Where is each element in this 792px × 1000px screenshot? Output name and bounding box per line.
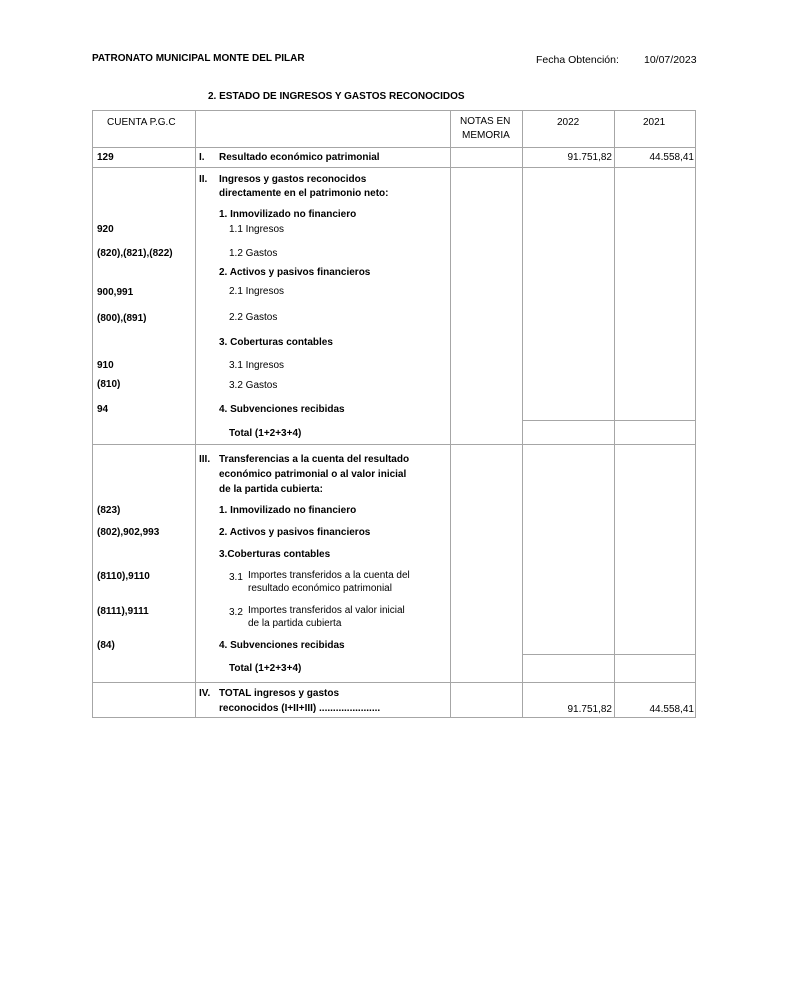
s2-numeral: II. [199,174,208,185]
s2-account-3-1: 910 [97,360,114,371]
s3-label-3-1-line1: Importes transferidos a la cuenta del [248,570,410,581]
s3-heading-line3: de la partida cubierta: [219,484,323,495]
s4-value-2022: 91.751,82 [567,704,612,715]
column-divider [195,110,196,718]
s2-account-2-2: (800),(891) [97,313,147,324]
header-year-2021: 2021 [643,117,666,128]
s2-label-3-2: 3.2 Gastos [229,380,278,391]
s3-group-1: 1. Inmovilizado no financiero [219,505,357,516]
s2-account-2-1: 900,991 [97,287,134,298]
s2-total: Total (1+2+3+4) [229,428,302,439]
s2-account-3-2: (810) [97,379,121,390]
statement-title: 2. ESTADO DE INGRESOS Y GASTOS RECONOCIDOS [208,91,465,102]
table-divider [522,420,696,421]
s4-numeral: IV. [199,688,211,699]
s3-label-3-1-line2: resultado económico patrimonial [248,583,392,594]
s3-account-3-1: (8110),9110 [97,571,150,582]
table-border-right [695,110,696,718]
table-divider [92,167,696,168]
table-divider [92,147,696,148]
s2-label-2-1: 2.1 Ingresos [229,286,285,297]
s4-label-line2: reconocidos (I+II+III) ...................... [219,703,381,714]
table-border-top [92,110,696,111]
s2-label-3-1: 3.1 Ingresos [229,360,285,371]
s2-account-1-1: 920 [97,224,114,235]
s3-heading-line2: económico patrimonial o al valor inicial [219,469,407,480]
date-label: Fecha Obtención: [536,54,619,66]
header-notas-line1: NOTAS EN [460,116,511,127]
date-value: 10/07/2023 [644,54,697,66]
header-year-2022: 2022 [557,117,580,128]
table-border-bottom [92,717,696,718]
s2-label-2-2: 2.2 Gastos [229,312,278,323]
s3-account-3-2: (8111),9111 [97,606,149,617]
s3-group-3: 3.Coberturas contables [219,549,331,560]
s3-numeral: III. [199,454,211,465]
s1-account: 129 [97,152,114,163]
s4-value-2021: 44.558,41 [649,704,694,715]
s1-numeral: I. [199,152,205,163]
s2-group-2: 2. Activos y pasivos financieros [219,267,371,278]
organization-name: PATRONATO MUNICIPAL MONTE DEL PILAR [92,53,305,64]
header-cuenta: CUENTA P.G.C [107,117,176,128]
s3-group-4: 4. Subvenciones recibidas [219,640,345,651]
header-notas-line2: MEMORIA [462,130,510,141]
table-divider [522,654,696,655]
s2-label-1-2: 1.2 Gastos [229,248,278,259]
table-divider [92,444,696,445]
s2-heading-line2: directamente en el patrimonio neto: [219,188,389,199]
s3-group-2: 2. Activos y pasivos financieros [219,527,371,538]
s1-value-2021: 44.558,41 [649,152,694,163]
s3-account-2: (802),902,993 [97,527,160,538]
s3-heading-line1: Transferencias a la cuenta del resultado [219,454,410,465]
table-divider [92,682,696,683]
table-border-left [92,110,93,718]
s2-account-1-2: (820),(821),(822) [97,248,173,259]
s1-label: Resultado económico patrimonial [219,152,380,163]
s3-account-1: (823) [97,505,121,516]
s2-account-4: 94 [97,404,109,415]
column-divider [522,110,523,718]
s2-heading-line1: Ingresos y gastos reconocidos [219,174,367,185]
column-divider [614,110,615,718]
s3-label-3-2-line1: Importes transferidos al valor inicial [248,605,405,616]
s1-value-2022: 91.751,82 [567,152,612,163]
s3-total: Total (1+2+3+4) [229,663,302,674]
s2-group-4: 4. Subvenciones recibidas [219,404,345,415]
s3-account-4: (84) [97,640,115,651]
s3-label-3-2-line2: de la partida cubierta [248,618,342,629]
s4-label-line1: TOTAL ingresos y gastos [219,688,340,699]
column-divider [450,110,451,718]
s2-label-1-1: 1.1 Ingresos [229,224,285,235]
s2-group-1: 1. Inmovilizado no financiero [219,209,357,220]
s2-group-3: 3. Coberturas contables [219,337,333,348]
s3-number-3-2: 3.2 [229,607,243,618]
s3-number-3-1: 3.1 [229,572,243,583]
